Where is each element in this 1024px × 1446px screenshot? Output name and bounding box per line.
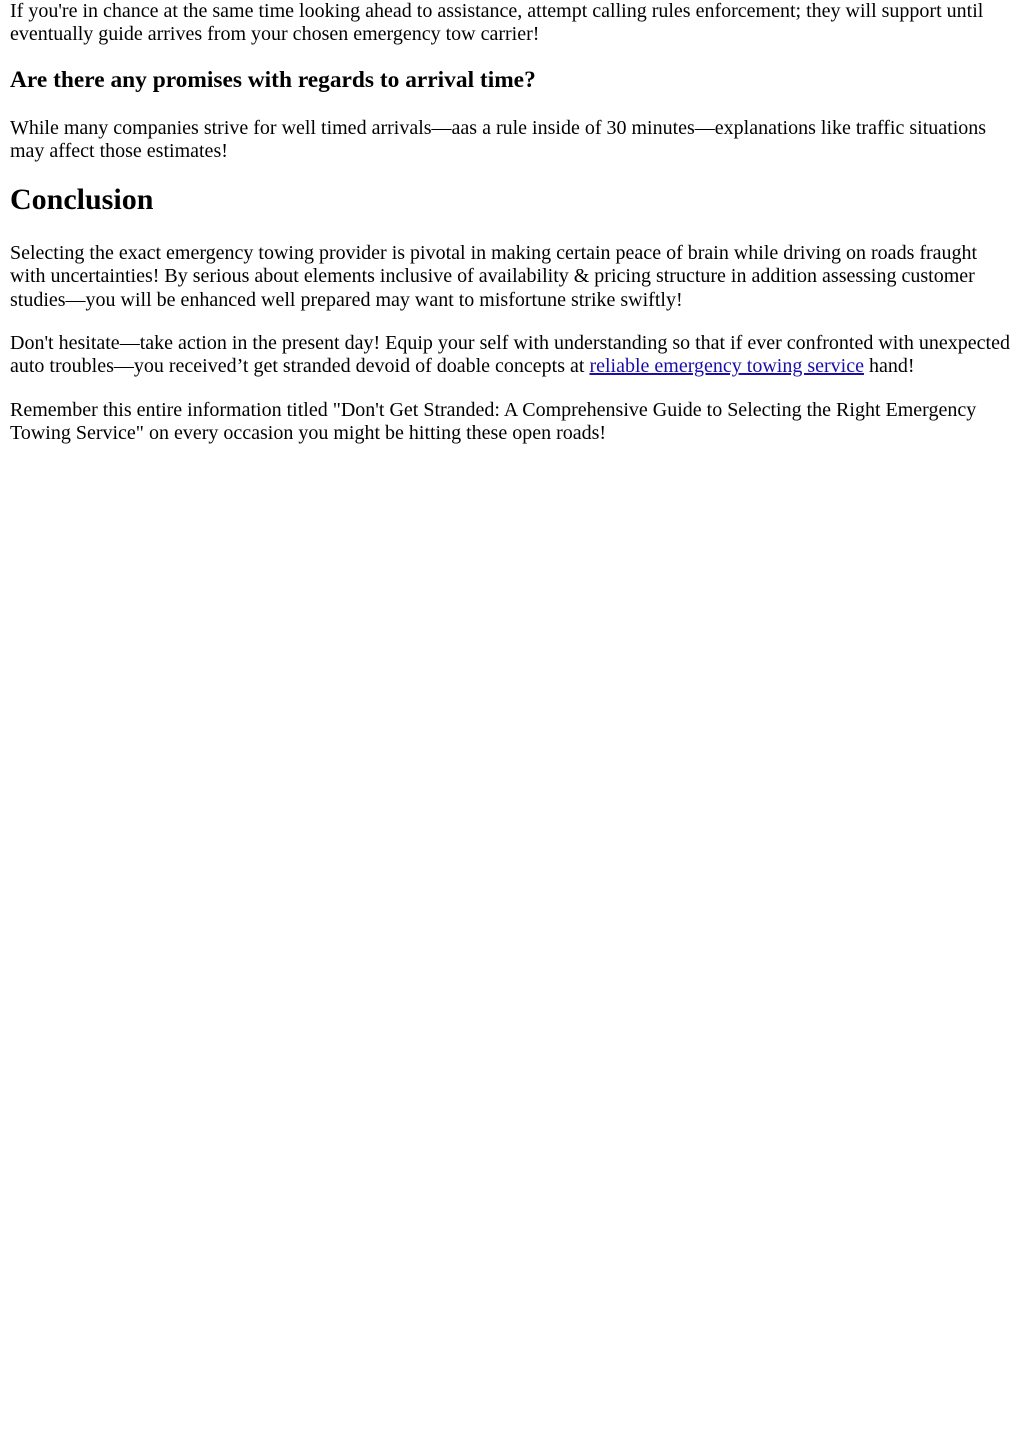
paragraph-take-action [10,332,1014,379]
take-action-text: Don't hesitate—take action in the present day! Equip your self with understanding so that if ever confronted with unexpected auto troubles—you received’t get stranded devoid of doable concepts at [10,332,1010,378]
take-action-text-end: hand! [863,355,915,378]
faq-heading-arrival-time: Are there any promises with regards to arrival time? [10,66,536,93]
paragraph-police-assistance: If you're in chance at the same time looking ahead to assistance, attempt calling rules enforcement; they will support until eventually guide arrives from your chosen emergency tow carrier! [10,0,984,46]
reliable-towing-link[interactable]: reliable emergency towing service [589,355,864,378]
paragraph-selecting-provider: Selecting the exact emergency towing provider is pivotal in making certain peace of brain while driving on roads fraught with uncertainties! By serious about elements inclusive of availability & pricing structure in addition assessing customer studies—you will be enhanced well prepared may want to misfortune strike swiftly! [10,242,978,311]
article-body [0,0,1024,445]
paragraph-remember-guide: Remember this entire information titled "Don't Get Stranded: A Comprehensive Guide to Selecting the Right Emergency Towing Service" on every occasion you might be hitting these open roads! [10,398,977,444]
conclusion-heading: Conclusion [10,183,154,217]
paragraph-arrival-estimates: While many companies strive for well timed arrivals—aas a rule inside of 30 minutes—explanations like traffic situations may affect those estimates! [10,116,987,162]
